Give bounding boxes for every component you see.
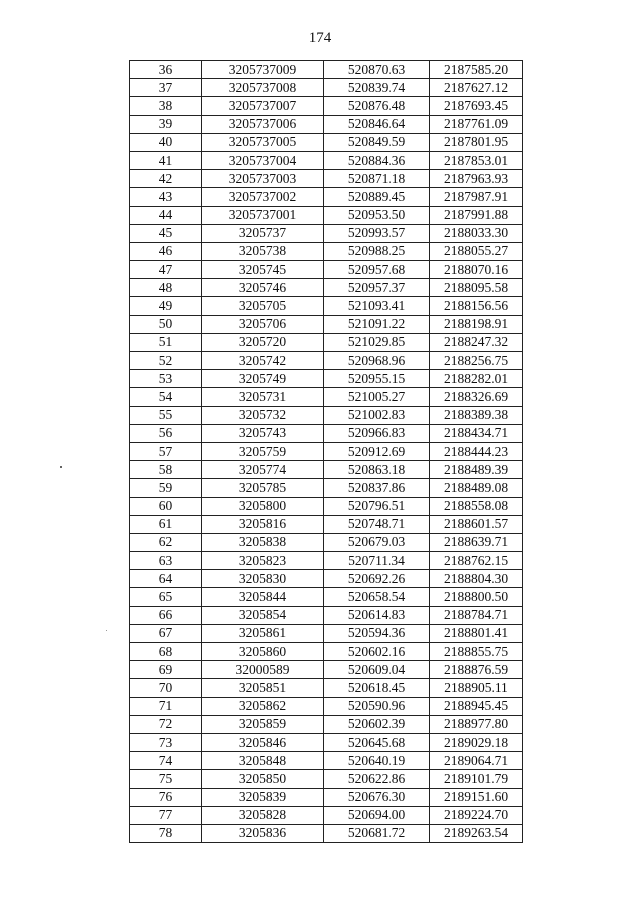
x-coordinate-cell: 520645.68: [324, 733, 430, 751]
x-coordinate-cell: 520676.30: [324, 788, 430, 806]
point-id-cell: 3205848: [202, 752, 324, 770]
row-index-cell: 69: [130, 661, 202, 679]
row-index-cell: 71: [130, 697, 202, 715]
row-index-cell: 54: [130, 388, 202, 406]
y-coordinate-cell: 2188558.08: [430, 497, 523, 515]
row-index-cell: 59: [130, 479, 202, 497]
point-id-cell: 3205846: [202, 733, 324, 751]
row-index-cell: 62: [130, 533, 202, 551]
y-coordinate-cell: 2187963.93: [430, 170, 523, 188]
point-id-cell: 3205800: [202, 497, 324, 515]
table-row: [130, 188, 523, 206]
x-coordinate-cell: 520711.34: [324, 552, 430, 570]
row-index-cell: 42: [130, 170, 202, 188]
table-row: [130, 297, 523, 315]
y-coordinate-cell: 2187801.95: [430, 133, 523, 151]
table-row: [130, 533, 523, 551]
x-coordinate-cell: 520953.50: [324, 206, 430, 224]
x-coordinate-cell: 520640.19: [324, 752, 430, 770]
table-row: [130, 170, 523, 188]
point-id-cell: 3205743: [202, 424, 324, 442]
row-index-cell: 78: [130, 824, 202, 842]
x-coordinate-cell: 520837.86: [324, 479, 430, 497]
y-coordinate-cell: 2188945.45: [430, 697, 523, 715]
row-index-cell: 72: [130, 715, 202, 733]
row-index-cell: 50: [130, 315, 202, 333]
y-coordinate-cell: 2188784.71: [430, 606, 523, 624]
point-id-cell: 3205785: [202, 479, 324, 497]
y-coordinate-cell: 2189101.79: [430, 770, 523, 788]
x-coordinate-cell: 520988.25: [324, 242, 430, 260]
stray-mark: [106, 630, 107, 631]
y-coordinate-cell: 2187627.12: [430, 79, 523, 97]
y-coordinate-cell: 2189224.70: [430, 806, 523, 824]
x-coordinate-cell: 520849.59: [324, 133, 430, 151]
point-id-cell: 3205851: [202, 679, 324, 697]
table-row: [130, 515, 523, 533]
point-id-cell: 3205838: [202, 533, 324, 551]
point-id-cell: 3205836: [202, 824, 324, 842]
row-index-cell: 58: [130, 461, 202, 479]
y-coordinate-cell: 2188977.80: [430, 715, 523, 733]
row-index-cell: 56: [130, 424, 202, 442]
row-index-cell: 44: [130, 206, 202, 224]
page-number: 174: [308, 30, 332, 46]
y-coordinate-cell: 2188070.16: [430, 261, 523, 279]
y-coordinate-cell: 2188282.01: [430, 370, 523, 388]
x-coordinate-cell: 520966.83: [324, 424, 430, 442]
point-id-cell: 3205737002: [202, 188, 324, 206]
y-coordinate-cell: 2188804.30: [430, 570, 523, 588]
table-row: [130, 115, 523, 133]
y-coordinate-cell: 2187991.88: [430, 206, 523, 224]
row-index-cell: 61: [130, 515, 202, 533]
x-coordinate-cell: 520912.69: [324, 442, 430, 460]
table-row: [130, 333, 523, 351]
y-coordinate-cell: 2188762.15: [430, 552, 523, 570]
y-coordinate-cell: 2189064.71: [430, 752, 523, 770]
x-coordinate-cell: 520957.37: [324, 279, 430, 297]
table-row: [130, 497, 523, 515]
point-id-cell: 3205731: [202, 388, 324, 406]
point-id-cell: 3205746: [202, 279, 324, 297]
row-index-cell: 46: [130, 242, 202, 260]
x-coordinate-cell: 520863.18: [324, 461, 430, 479]
point-id-cell: 3205737007: [202, 97, 324, 115]
x-coordinate-cell: 520622.86: [324, 770, 430, 788]
table-row: [130, 643, 523, 661]
x-coordinate-cell: 520968.96: [324, 352, 430, 370]
table-row: [130, 279, 523, 297]
point-id-cell: 3205737004: [202, 151, 324, 169]
row-index-cell: 52: [130, 352, 202, 370]
x-coordinate-cell: 521002.83: [324, 406, 430, 424]
row-index-cell: 37: [130, 79, 202, 97]
row-index-cell: 53: [130, 370, 202, 388]
row-index-cell: 70: [130, 679, 202, 697]
y-coordinate-cell: 2187987.91: [430, 188, 523, 206]
x-coordinate-cell: 520618.45: [324, 679, 430, 697]
y-coordinate-cell: 2188256.75: [430, 352, 523, 370]
table-row: [130, 752, 523, 770]
x-coordinate-cell: 520870.63: [324, 61, 430, 79]
table-row: [130, 824, 523, 842]
x-coordinate-cell: 521005.27: [324, 388, 430, 406]
table-row: [130, 424, 523, 442]
stray-mark: [60, 466, 62, 468]
y-coordinate-cell: 2188800.50: [430, 588, 523, 606]
point-id-cell: 3205737009: [202, 61, 324, 79]
y-coordinate-cell: 2188156.56: [430, 297, 523, 315]
table-row: [130, 679, 523, 697]
table-row: [130, 406, 523, 424]
x-coordinate-cell: 520993.57: [324, 224, 430, 242]
y-coordinate-cell: 2187693.45: [430, 97, 523, 115]
point-id-cell: 3205705: [202, 297, 324, 315]
point-id-cell: 3205759: [202, 442, 324, 460]
table-row: [130, 733, 523, 751]
row-index-cell: 36: [130, 61, 202, 79]
y-coordinate-cell: 2188444.23: [430, 442, 523, 460]
row-index-cell: 76: [130, 788, 202, 806]
y-coordinate-cell: 2188601.57: [430, 515, 523, 533]
x-coordinate-cell: 520957.68: [324, 261, 430, 279]
x-coordinate-cell: 520602.16: [324, 643, 430, 661]
x-coordinate-cell: 520871.18: [324, 170, 430, 188]
point-id-cell: 3205862: [202, 697, 324, 715]
table-row: [130, 97, 523, 115]
table-row: [130, 570, 523, 588]
point-id-cell: 3205850: [202, 770, 324, 788]
table-row: [130, 206, 523, 224]
row-index-cell: 60: [130, 497, 202, 515]
x-coordinate-cell: 520692.26: [324, 570, 430, 588]
x-coordinate-cell: 520876.48: [324, 97, 430, 115]
point-id-cell: 32000589: [202, 661, 324, 679]
y-coordinate-cell: 2187761.09: [430, 115, 523, 133]
row-index-cell: 63: [130, 552, 202, 570]
point-id-cell: 3205738: [202, 242, 324, 260]
table-row: [130, 133, 523, 151]
x-coordinate-cell: 520602.39: [324, 715, 430, 733]
x-coordinate-cell: 520609.04: [324, 661, 430, 679]
row-index-cell: 73: [130, 733, 202, 751]
y-coordinate-cell: 2188876.59: [430, 661, 523, 679]
x-coordinate-cell: 520889.45: [324, 188, 430, 206]
point-id-cell: 3205742: [202, 352, 324, 370]
x-coordinate-cell: 520955.15: [324, 370, 430, 388]
coordinates-table: [129, 60, 523, 843]
row-index-cell: 68: [130, 643, 202, 661]
table-row: [130, 588, 523, 606]
row-index-cell: 75: [130, 770, 202, 788]
point-id-cell: 3205844: [202, 588, 324, 606]
x-coordinate-cell: 520839.74: [324, 79, 430, 97]
y-coordinate-cell: 2187853.01: [430, 151, 523, 169]
table-body: [130, 61, 523, 843]
y-coordinate-cell: 2188095.58: [430, 279, 523, 297]
y-coordinate-cell: 2188055.27: [430, 242, 523, 260]
y-coordinate-cell: 2188801.41: [430, 624, 523, 642]
row-index-cell: 39: [130, 115, 202, 133]
table-row: [130, 697, 523, 715]
table-row: [130, 788, 523, 806]
table-row: [130, 624, 523, 642]
y-coordinate-cell: 2188434.71: [430, 424, 523, 442]
row-index-cell: 74: [130, 752, 202, 770]
table-row: [130, 388, 523, 406]
x-coordinate-cell: 520679.03: [324, 533, 430, 551]
point-id-cell: 3205737008: [202, 79, 324, 97]
table-row: [130, 606, 523, 624]
point-id-cell: 3205774: [202, 461, 324, 479]
row-index-cell: 38: [130, 97, 202, 115]
point-id-cell: 3205732: [202, 406, 324, 424]
x-coordinate-cell: 520846.64: [324, 115, 430, 133]
point-id-cell: 3205839: [202, 788, 324, 806]
point-id-cell: 3205720: [202, 333, 324, 351]
point-id-cell: 3205816: [202, 515, 324, 533]
x-coordinate-cell: 521093.41: [324, 297, 430, 315]
row-index-cell: 64: [130, 570, 202, 588]
y-coordinate-cell: 2189151.60: [430, 788, 523, 806]
y-coordinate-cell: 2188326.69: [430, 388, 523, 406]
x-coordinate-cell: 520796.51: [324, 497, 430, 515]
table-row: [130, 242, 523, 260]
table-row: [130, 552, 523, 570]
y-coordinate-cell: 2188389.38: [430, 406, 523, 424]
x-coordinate-cell: 520884.36: [324, 151, 430, 169]
row-index-cell: 66: [130, 606, 202, 624]
x-coordinate-cell: 520590.96: [324, 697, 430, 715]
row-index-cell: 47: [130, 261, 202, 279]
row-index-cell: 48: [130, 279, 202, 297]
point-id-cell: 3205745: [202, 261, 324, 279]
row-index-cell: 55: [130, 406, 202, 424]
point-id-cell: 3205859: [202, 715, 324, 733]
point-id-cell: 3205749: [202, 370, 324, 388]
table-row: [130, 261, 523, 279]
x-coordinate-cell: 520614.83: [324, 606, 430, 624]
point-id-cell: 3205737005: [202, 133, 324, 151]
y-coordinate-cell: 2188905.11: [430, 679, 523, 697]
row-index-cell: 65: [130, 588, 202, 606]
y-coordinate-cell: 2188639.71: [430, 533, 523, 551]
row-index-cell: 40: [130, 133, 202, 151]
y-coordinate-cell: 2188489.08: [430, 479, 523, 497]
table-row: [130, 79, 523, 97]
point-id-cell: 3205861: [202, 624, 324, 642]
y-coordinate-cell: 2188247.32: [430, 333, 523, 351]
table-row: [130, 151, 523, 169]
point-id-cell: 3205828: [202, 806, 324, 824]
row-index-cell: 41: [130, 151, 202, 169]
table-row: [130, 370, 523, 388]
x-coordinate-cell: 520748.71: [324, 515, 430, 533]
x-coordinate-cell: 520681.72: [324, 824, 430, 842]
row-index-cell: 57: [130, 442, 202, 460]
table-row: [130, 770, 523, 788]
point-id-cell: 3205737003: [202, 170, 324, 188]
y-coordinate-cell: 2188855.75: [430, 643, 523, 661]
table-row: [130, 352, 523, 370]
table-row: [130, 224, 523, 242]
table-row: [130, 442, 523, 460]
y-coordinate-cell: 2188489.39: [430, 461, 523, 479]
y-coordinate-cell: 2189029.18: [430, 733, 523, 751]
point-id-cell: 3205706: [202, 315, 324, 333]
table-row: [130, 315, 523, 333]
table-row: [130, 661, 523, 679]
point-id-cell: 3205860: [202, 643, 324, 661]
point-id-cell: 3205737001: [202, 206, 324, 224]
point-id-cell: 3205823: [202, 552, 324, 570]
x-coordinate-cell: 521091.22: [324, 315, 430, 333]
row-index-cell: 49: [130, 297, 202, 315]
point-id-cell: 3205854: [202, 606, 324, 624]
x-coordinate-cell: 520694.00: [324, 806, 430, 824]
row-index-cell: 51: [130, 333, 202, 351]
row-index-cell: 45: [130, 224, 202, 242]
y-coordinate-cell: 2189263.54: [430, 824, 523, 842]
row-index-cell: 77: [130, 806, 202, 824]
row-index-cell: 67: [130, 624, 202, 642]
x-coordinate-cell: 520594.36: [324, 624, 430, 642]
table-row: [130, 806, 523, 824]
table-row: [130, 461, 523, 479]
row-index-cell: 43: [130, 188, 202, 206]
point-id-cell: 3205737006: [202, 115, 324, 133]
table-row: [130, 715, 523, 733]
y-coordinate-cell: 2187585.20: [430, 61, 523, 79]
x-coordinate-cell: 521029.85: [324, 333, 430, 351]
table-row: [130, 479, 523, 497]
y-coordinate-cell: 2188198.91: [430, 315, 523, 333]
y-coordinate-cell: 2188033.30: [430, 224, 523, 242]
table-row: [130, 61, 523, 79]
point-id-cell: 3205830: [202, 570, 324, 588]
point-id-cell: 3205737: [202, 224, 324, 242]
x-coordinate-cell: 520658.54: [324, 588, 430, 606]
